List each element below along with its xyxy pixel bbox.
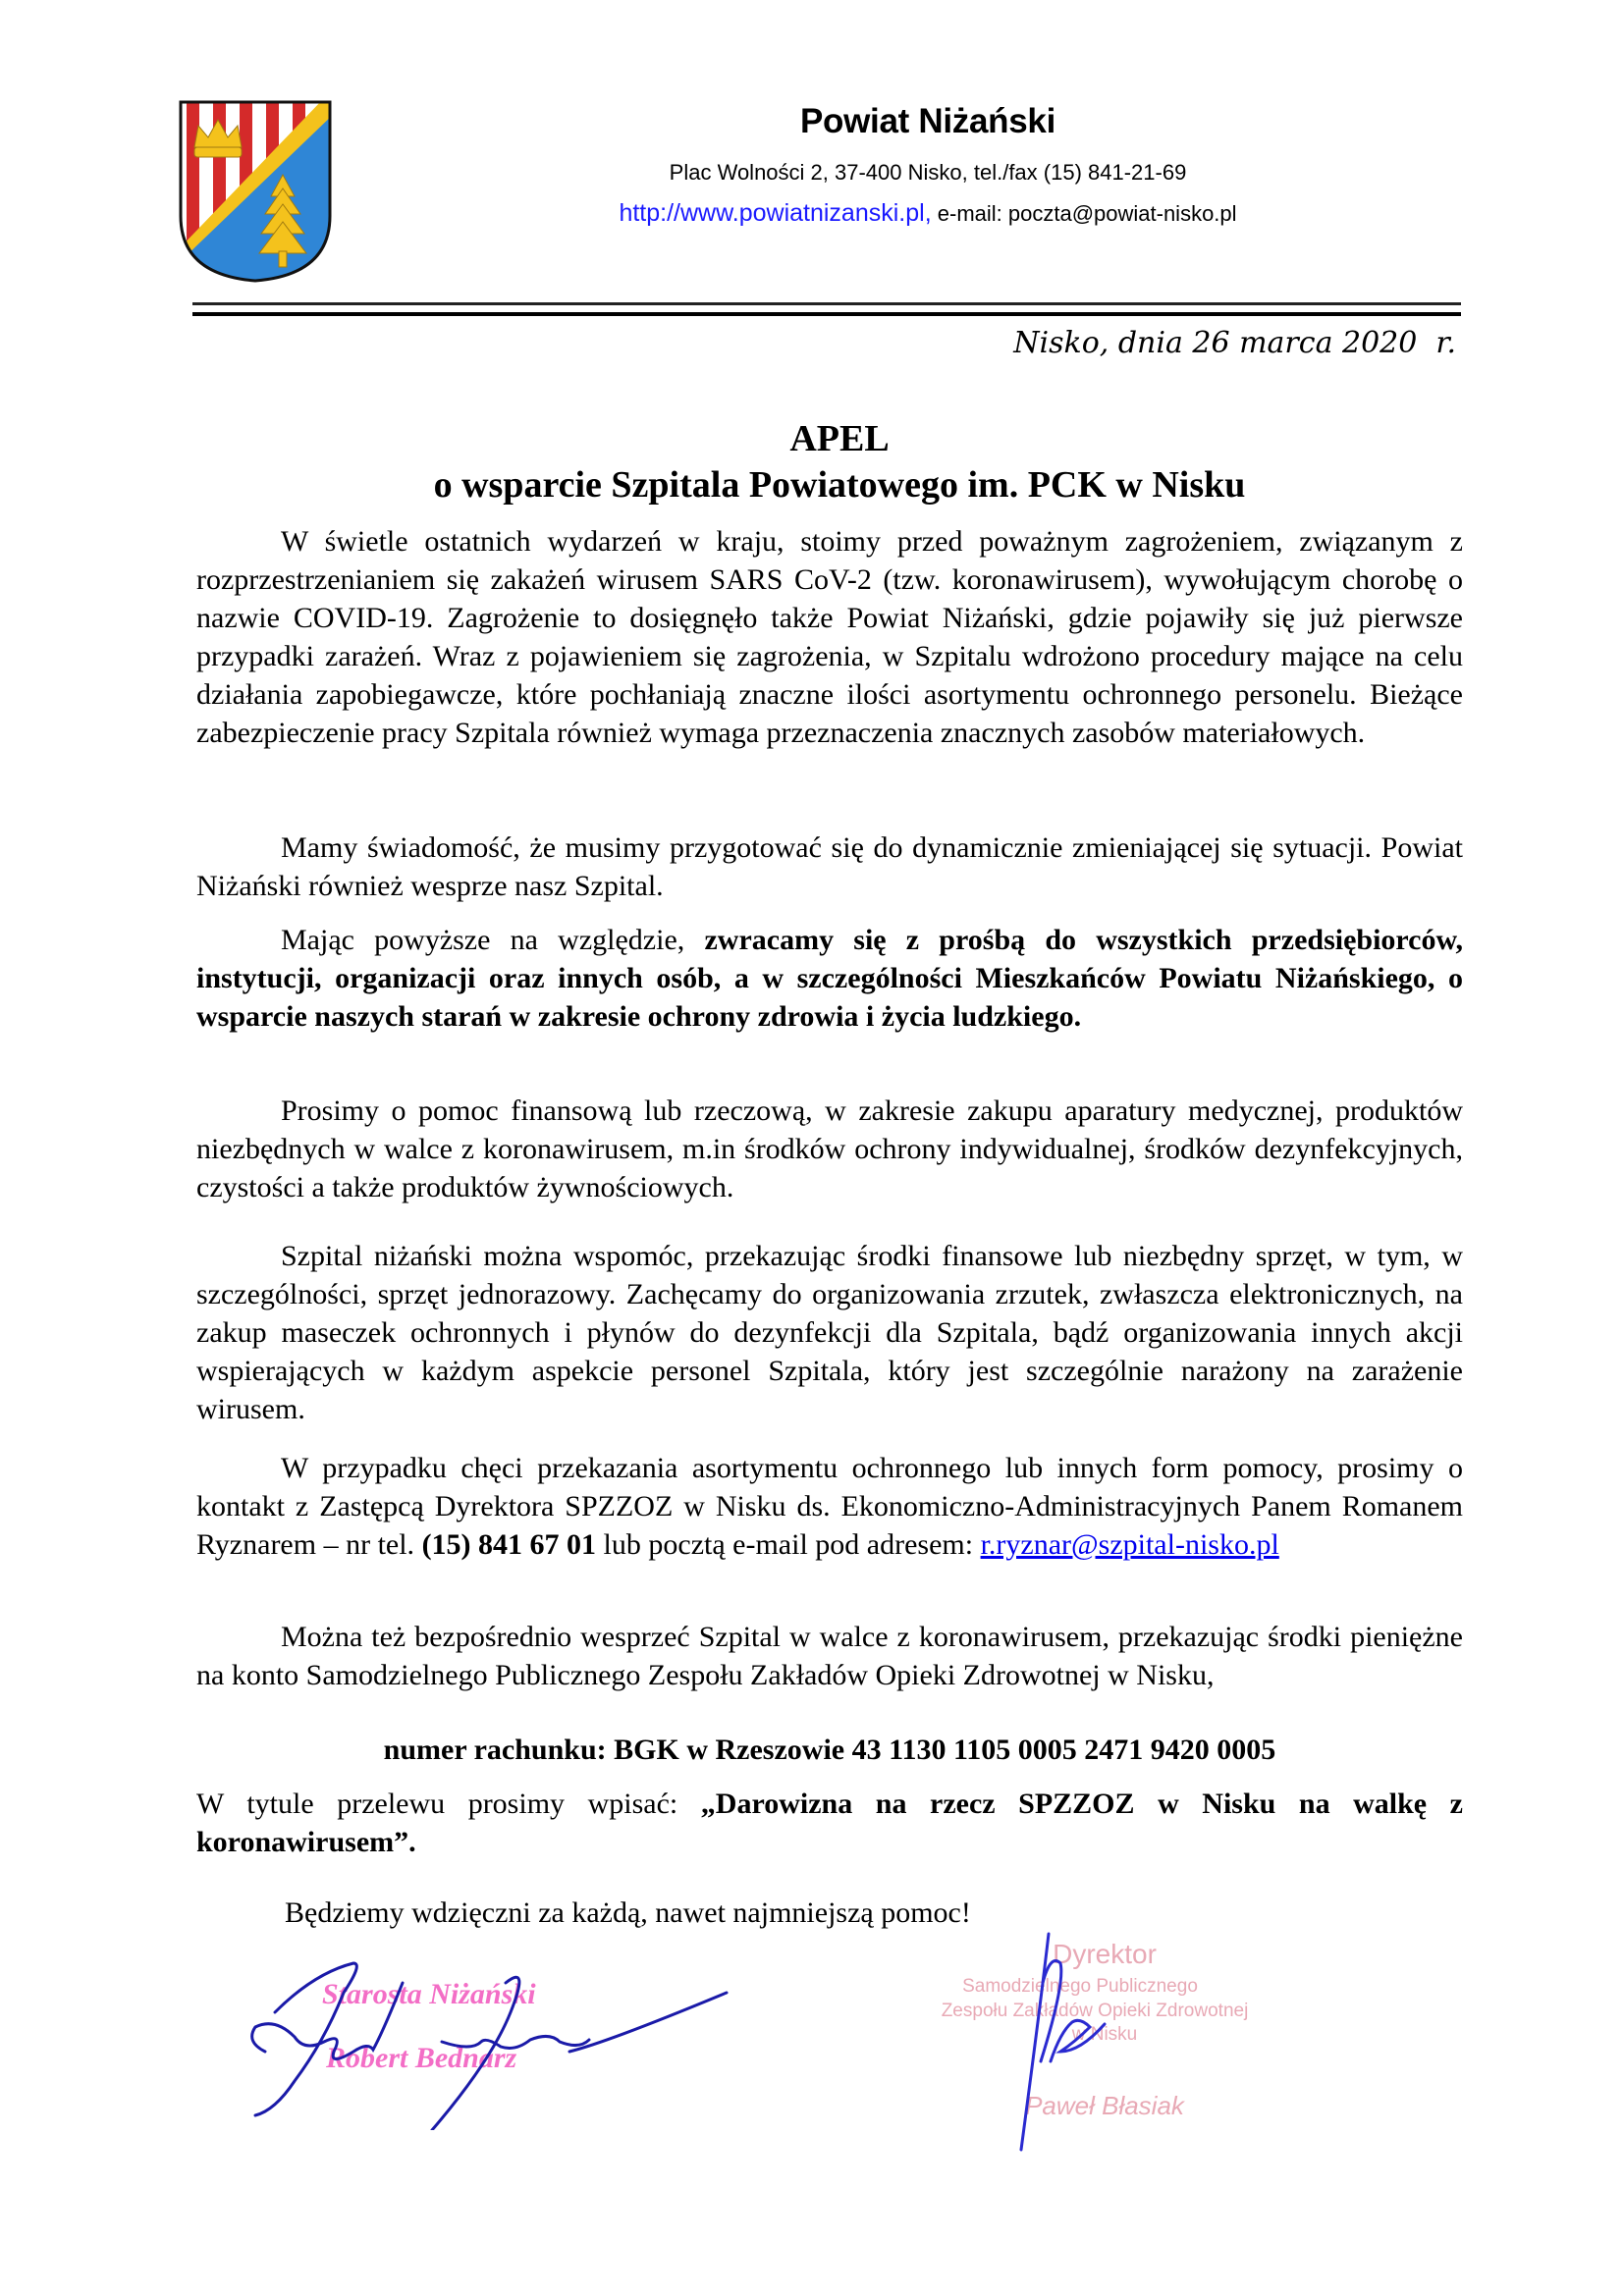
paragraph-contact bbox=[196, 1449, 1463, 1564]
paragraph-text: W tytule przelewu prosimy wpisać: bbox=[196, 1788, 701, 1820]
paragraph-text: Prosimy o pomoc finansową lub rzeczową, w zakresie zakupu aparatury medycznej, produktów niezbędnych w walce z koronawirusem, m.in środków ochrony indywidualnej, środków dezynfekcyjnych, czystości a także produktów żywnościowych. bbox=[196, 1095, 1463, 1203]
paragraph-appeal bbox=[196, 921, 1463, 1036]
document-subtitle: o wsparcie Szpitala Powiatowego im. PCK w Nisku bbox=[433, 464, 1246, 506]
document-date: Nisko, dnia 26 marca 2020 r. bbox=[1013, 326, 1456, 360]
org-name: Powiat Niżański bbox=[799, 102, 1056, 140]
paragraph-situation bbox=[196, 522, 1463, 752]
stamp-line: Samodzielnego Publicznego bbox=[962, 1976, 1198, 1997]
handwritten-signature-icon bbox=[236, 1944, 746, 2130]
closing-thanks: Będziemy wdzięczni za każdą, nawet najmniejszą pomoc! bbox=[285, 1896, 971, 1929]
paragraph-donation bbox=[196, 1618, 1463, 1694]
org-email: e-mail: poczta@powiat-nisko.pl bbox=[931, 201, 1237, 226]
stamp-line: Zespołu Zakładów Opieki Zdrowotnej bbox=[941, 2001, 1249, 2021]
paragraph-ways-to-help bbox=[196, 1237, 1463, 1428]
stamp-line: w Nisku bbox=[1071, 2024, 1138, 2045]
transfer-title: „Darowizna na rzecz SPZZOZ w Nisku na walkę z koronawirusem”. bbox=[196, 1788, 1463, 1858]
signatory-right-name: Paweł Błasiak bbox=[1025, 2091, 1184, 2120]
paragraph-help-types bbox=[196, 1092, 1463, 1206]
org-address: Plac Wolności 2, 37-400 Nisko, tel./fax (15) 841-21-69 bbox=[669, 160, 1187, 185]
contact-phone: (15) 841 67 01 bbox=[421, 1528, 597, 1561]
handwritten-signature-icon bbox=[982, 1924, 1139, 2160]
stamp-title: Dyrektor bbox=[1053, 1939, 1157, 1969]
paragraph-text: Szpital niżański można wspomóc, przekazując środki finansowe lub niezbędny sprzęt, w tym, w szczególności, sprzęt jednorazowy. Zachęcamy do organizowania zrzutek, zwłaszcza elektronicznych, na zakup maseczek ochronnych i płynów do dezynfekcji dla Szpitala, bądź organizowania innych akcji wspierających w każdym aspekcie personel Szpitala, który jest szczególnie narażony na zarażenie wirusem. bbox=[196, 1240, 1463, 1425]
document-title: APEL bbox=[789, 418, 890, 459]
paragraph-text: Mając powyższe na względzie, bbox=[281, 924, 705, 956]
website-link[interactable]: http://www.powiatnizanski.pl, bbox=[619, 199, 932, 227]
paragraph-text: lub pocztą e-mail pod adresem: bbox=[596, 1528, 981, 1561]
paragraph-text: W przypadku chęci przekazania asortymentu ochronnego lub innych form pomocy, prosimy o kontakt z Zastępcą Dyrektora SPZZOZ w Nisku ds. Ekonomiczno-Administracyjnych Panem Romanem Ryznarem – nr tel. bbox=[196, 1452, 1463, 1561]
paragraph-transfer-title bbox=[196, 1785, 1463, 1861]
coat-of-arms-icon bbox=[177, 98, 334, 285]
paragraph-text: Mamy świadomość, że musimy przygotować się do dynamicznie zmieniającej się sytuacji. Powiat Niżański również wesprze nasz Szpital. bbox=[196, 831, 1463, 902]
paragraph-text: W świetle ostatnich wydarzeń w kraju, stoimy przed poważnym zagrożeniem, związanym z rozprzestrzenianiem się zakażeń wirusem SARS CoV-2 (tzw. koronawirusem), wywołującym chorobę o nazwie COVID-19. Zagrożenie to dosięgnęło także Powiat Niżański, gdzie pojawiły się już pierwsze przypadki zarażeń. Wraz z pojawieniem się zagrożenia, w Szpitalu wdrożono procedury mające na celu działania zapobiegawcze, które pochłaniają znaczne ilości asortymentu ochronnego personelu. Bieżące zabezpieczenie pracy Szpitala również wymaga przeznaczenia znacznych zasobów materiałowych. bbox=[196, 525, 1463, 749]
header-divider-bottom bbox=[192, 312, 1461, 316]
paragraph-awareness bbox=[196, 828, 1463, 905]
signatory-left-name: Robert Bednarz bbox=[326, 2042, 517, 2074]
signatory-left-role: Starosta Niżański bbox=[322, 1978, 536, 2010]
paragraph-text: Można też bezpośrednio wesprzeć Szpital w walce z koronawirusem, przekazując środki pieniężne na konto Samodzielnego Publicznego Zespołu Zakładów Opieki Zdrowotnej w Nisku, bbox=[196, 1621, 1463, 1691]
header-divider-top bbox=[192, 302, 1461, 305]
contact-line bbox=[550, 199, 1306, 228]
bank-account-number: numer rachunku: BGK w Rzeszowie 43 1130 1105 0005 2471 9420 0005 bbox=[383, 1734, 1276, 1766]
contact-email-link[interactable]: r.ryznar@szpital-nisko.pl bbox=[980, 1528, 1279, 1561]
appeal-emphasis: zwracamy się z prośbą do wszystkich przedsiębiorców, instytucji, organizacji oraz innych osób, a w szczególności Mieszkańców Powiatu Niżańskiego, o wsparcie naszych starań w zakresie ochrony zdrowia i życia ludzkiego. bbox=[196, 924, 1464, 1033]
